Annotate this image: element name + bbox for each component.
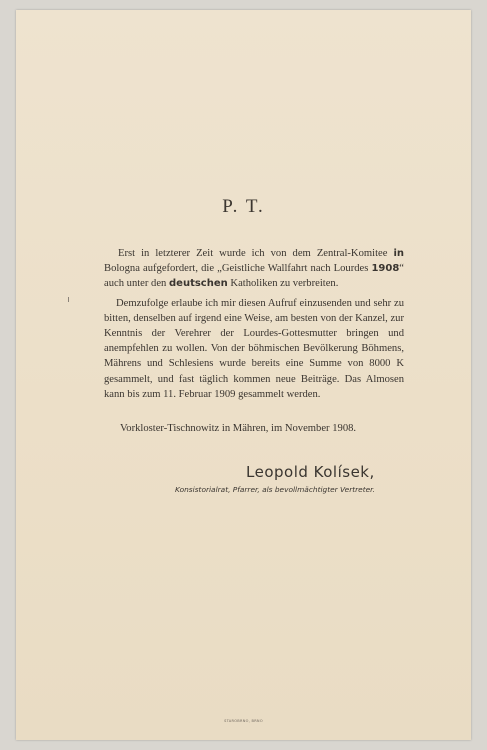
paragraph-1-part-3: “ auch unter den xyxy=(104,263,404,290)
paragraph-1-bold-3: deutschen xyxy=(169,278,228,290)
paragraph-1-bold-1: in xyxy=(393,248,404,259)
document-heading: P. T. xyxy=(222,196,265,217)
signature-name: Leopold Kolísek, xyxy=(246,463,375,481)
paragraph-1-part-1: Erst in letzterer Zeit wurde ich von dem Zentral-Komitee xyxy=(118,248,394,259)
signature-title: Konsistorialrat, Pfarrer, als bevollmächtigter Vertreter. xyxy=(175,485,375,494)
margin-mark xyxy=(68,297,69,302)
printer-imprint: STAROBRNO, BRNO xyxy=(224,719,263,723)
paragraph-2: Demzufolge erlaube ich mir diesen Aufruf einzusenden und sehr zu bitten, denselben auf irgend eine Weise, am besten von der Kanzel, zur Kenntnis der Verehrer der Lourdes-Gottesmutter bringen und anempfehlen zu wollen. Von der böhmischen Bevölkerung Böhmens, Mährens und Schlesiens wurde bereits eine Summe von 8000 K gesammelt, und fast täglich kommen neue Beiträge. Das Almosen kann bis zum 11. Februar 1909 gesammelt werden. xyxy=(104,297,404,400)
paragraph-1-part-2: Bologna aufgefordert, die „Geistliche Wallfahrt nach Lourdes xyxy=(104,263,372,275)
place-date-line: Vorkloster-Tischnowitz in Mähren, im November 1908. xyxy=(120,423,357,434)
document-sheet xyxy=(16,10,471,740)
document-body xyxy=(104,246,404,406)
paragraph-1-bold-2: 1908 xyxy=(371,263,400,275)
paragraph-1 xyxy=(104,246,404,292)
paragraph-1-part-4: Katholiken zu verbreiten. xyxy=(227,278,339,290)
